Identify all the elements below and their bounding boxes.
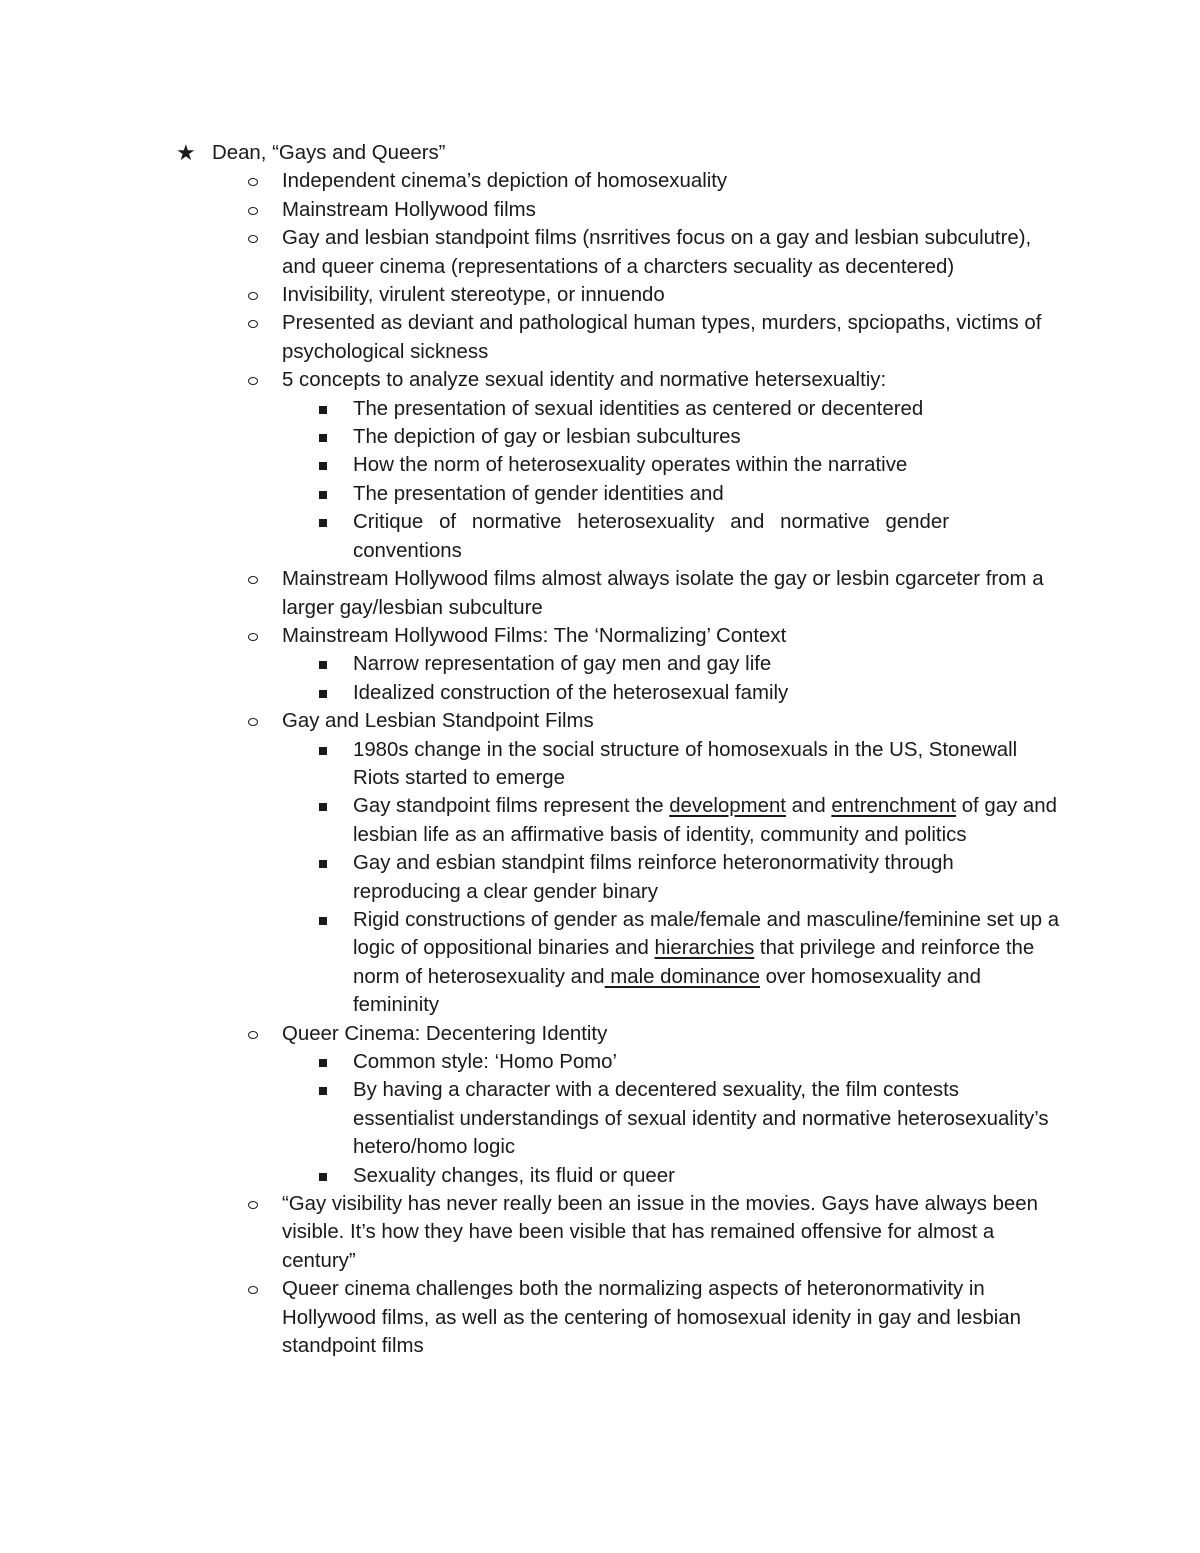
sub-list-item-text: Narrow representation of gay men and gay life — [353, 653, 772, 676]
hollow-circle-bullet-icon — [248, 718, 258, 726]
sub-list-item — [0, 650, 1063, 678]
hollow-circle-bullet-icon — [248, 292, 258, 300]
list-item-text: “Gay visibility has never really been an issue in the movies. Gays have always been visible. It’s how they have been visible that has remained offensive for almost a century” — [282, 1193, 1038, 1272]
text-run: and — [785, 795, 832, 818]
sub-list-item — [0, 906, 1063, 1020]
text-run: Gay standpoint films represent the — [353, 795, 670, 818]
list-item-text: Queer Cinema: Decentering Identity — [282, 1022, 608, 1045]
sub-list-item — [0, 1162, 1063, 1190]
sub-list-item-text: The depiction of gay or lesbian subcultures — [353, 426, 741, 449]
list-item — [0, 196, 1062, 224]
underlined-term: male dominance — [604, 965, 760, 988]
hollow-circle-bullet-icon — [248, 1201, 258, 1209]
list-item-text: Independent cinema’s depiction of homosexuality — [282, 170, 728, 193]
sub-list-item-text: Gay and esbian standpint films reinforce heteronormativity through reproducing a clear gender binary — [353, 852, 954, 903]
star-icon: ★ — [176, 140, 196, 165]
sub-list-item-text: How the norm of heterosexuality operates within the narrative — [353, 454, 908, 477]
sub-list-item-text: Critique of normative heterosexuality and normative gender conventions — [353, 511, 949, 562]
hollow-circle-bullet-icon — [248, 1031, 258, 1039]
list-item-text: Gay and Lesbian Standpoint Films — [282, 710, 594, 733]
list-item — [0, 1190, 1062, 1275]
list-item — [0, 167, 1062, 195]
sub-list-item — [0, 1048, 1063, 1076]
list-item — [0, 366, 1062, 394]
square-bullet-icon — [319, 434, 327, 442]
sub-list-item — [0, 480, 1063, 508]
text-run: of gay and lesbian life as an affirmative basis of identity, community and politics — [353, 795, 1057, 846]
square-bullet-icon — [319, 860, 327, 868]
list-item — [0, 1275, 1062, 1360]
square-bullet-icon — [319, 406, 327, 414]
sub-list-item-text — [353, 792, 1063, 849]
sub-list-item-text: Sexuality changes, its fluid or queer — [353, 1164, 675, 1187]
list-item — [0, 281, 1062, 309]
sub-list-item-text: The presentation of gender identities and — [353, 482, 724, 505]
sub-list-item — [0, 849, 1063, 906]
hollow-circle-bullet-icon — [248, 576, 258, 584]
sub-list-item — [0, 423, 1063, 451]
list-item-text: Mainstream Hollywood films almost always isolate the gay or lesbin cgarceter from a larger gay/lesbian subculture — [282, 568, 1044, 619]
text-run: over homosexuality and femininity — [353, 965, 981, 1017]
square-bullet-icon — [319, 519, 327, 527]
square-bullet-icon — [319, 1173, 327, 1181]
sub-list-item — [0, 1076, 1063, 1161]
sub-list-item — [0, 792, 1063, 849]
sub-list-item-text: By having a character with a decentered sexuality, the film contests essentialist understandings of sexual identity and normative heterosexuality’s hetero/homo logic — [353, 1079, 1049, 1159]
square-bullet-icon — [319, 917, 327, 925]
sub-list-item-text: The presentation of sexual identities as centered or decentered — [353, 397, 924, 420]
square-bullet-icon — [319, 462, 327, 470]
hollow-circle-bullet-icon — [248, 633, 258, 641]
underlined-term: entrenchment — [831, 795, 957, 818]
sub-list-item-text — [353, 906, 1063, 1020]
square-bullet-icon — [319, 803, 327, 811]
hollow-circle-bullet-icon — [248, 235, 258, 243]
square-bullet-icon — [319, 747, 327, 755]
list-item-text: 5 concepts to analyze sexual identity and normative hetersexualtiy: — [282, 369, 887, 392]
list-item-text: Gay and lesbian standpoint films (nsrritives focus on a gay and lesbian subculutre), and queer cinema (representations of a charcters secuality as decentered) — [282, 227, 1032, 278]
square-bullet-icon — [319, 491, 327, 499]
sub-list-item-text: 1980s change in the social structure of homosexuals in the US, Stonewall Riots started to emerge — [353, 738, 1018, 789]
list-item — [0, 224, 1062, 281]
list-item-text: Mainstream Hollywood films — [282, 198, 536, 221]
heading-text: Dean, “Gays and Queers” — [212, 142, 446, 164]
sub-list-item-text: Idealized construction of the heterosexual family — [353, 681, 789, 704]
list-item — [0, 565, 1062, 622]
sub-list-item-text: Common style: ‘Homo Pomo’ — [353, 1051, 618, 1073]
square-bullet-icon — [319, 661, 327, 669]
hollow-circle-bullet-icon — [248, 1286, 258, 1294]
list-item — [0, 707, 1062, 735]
list-item-text: Queer cinema challenges both the normalizing aspects of heteronormativity in Hollywood films, as well as the centering of homosexual idenity in gay and lesbian standpoint films — [282, 1278, 1021, 1358]
text-run: that privilege and reinforce the norm of heterosexuality and — [353, 937, 1035, 988]
hollow-circle-bullet-icon — [248, 207, 258, 215]
sub-list-item — [0, 736, 1063, 793]
list-item — [0, 309, 1062, 366]
square-bullet-icon — [319, 690, 327, 698]
sub-list-item — [0, 679, 1063, 707]
text-run: Rigid constructions of gender as male/female and masculine/feminine set up a logic of oppositional binaries and — [353, 908, 1060, 960]
sub-list-item — [0, 395, 1063, 423]
hollow-circle-bullet-icon — [248, 320, 258, 328]
underlined-term: hierarchies — [654, 937, 755, 960]
list-item — [0, 622, 1062, 650]
square-bullet-icon — [319, 1059, 327, 1067]
sub-list-item — [0, 508, 1063, 565]
list-item-heading — [0, 139, 1200, 167]
list-item-text: Presented as deviant and pathological human types, murders, spciopaths, victims of psychological sickness — [282, 312, 1042, 363]
hollow-circle-bullet-icon — [248, 377, 258, 385]
notes-list — [0, 139, 1200, 1360]
sub-list-item — [0, 451, 1063, 479]
square-bullet-icon — [319, 1087, 327, 1095]
list-item-text: Invisibility, virulent stereotype, or innuendo — [282, 284, 665, 307]
list-item-text: Mainstream Hollywood Films: The ‘Normalizing’ Context — [282, 624, 787, 647]
list-item — [0, 1020, 1062, 1048]
hollow-circle-bullet-icon — [248, 178, 258, 186]
underlined-term: development — [669, 795, 786, 818]
